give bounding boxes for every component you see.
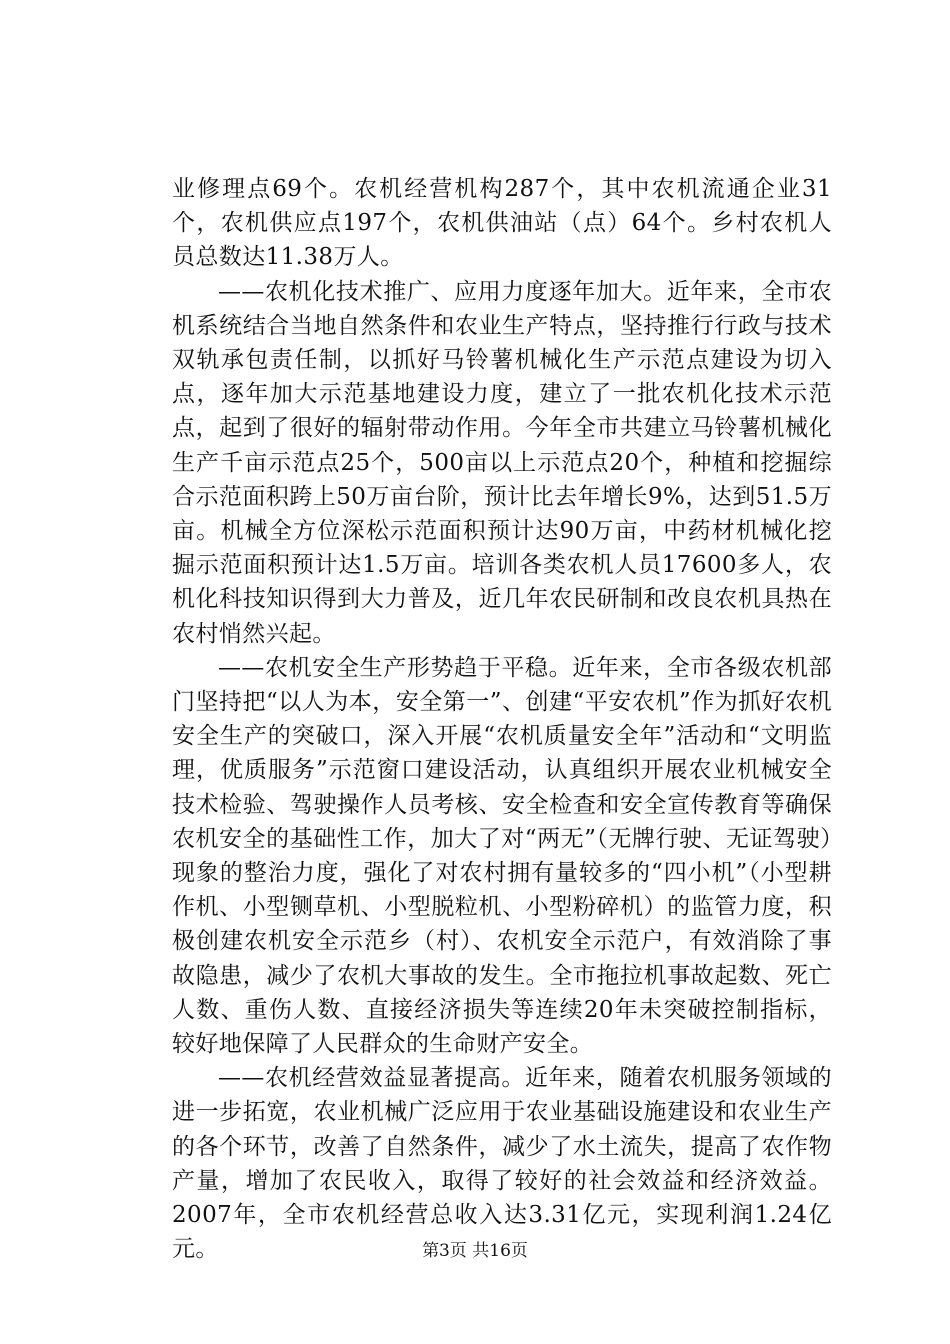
paragraph-safety: ——农机安全生产形势趋于平稳。近年来，全市各级农机部门坚持把“以人为本，安全第一”、创建“平安农机”作为抓好农机安全生产的突破口，深入开展“农机质量安全年”活动和“文明监理，优质服务”示范窗口建设活动，认真组织开展农业机械安全技术检验、驾驶操作人员考核、安全检查和安全宣传教育等确保农机安全的基础性工作，加大了对“两无”（无牌行驶、无证驾驶）现象的整治力度，强化了对农村拥有量较多的“四小机”（小型耕作机、小型铡草机、小型脱粒机、小型粉碎机）的监管力度，积极创建农机安全示范乡（村）、农机安全示范户，有效消除了事故隐患，减少了农机大事故的发生。全市拖拉机事故起数、死亡人数、重伤人数、直接经济损失等连续20年未突破控制指标，较好地保障了人民群众的生命财产安全。 xyxy=(172,654,832,1058)
document-body xyxy=(172,172,832,1267)
paragraph-continuation: 业修理点69个。农机经营机构287个，其中农机流通企业31个，农机供应点197个，农机供油站（点）64个。乡村农机人员总数达11.38万人。 xyxy=(172,176,832,271)
page-footer: 第3页 共16页 xyxy=(422,1241,528,1261)
paragraph-benefits: ——农机经营效益显著提高。近年来，随着农机服务领域的进一步拓宽，农业机械广泛应用于农业基础设施建设和农业生产的各个环节，改善了自然条件，减少了水土流失，提高了农作物产量，增加了农民收入，取得了较好的社会效益和经济效益。2007年，全市农机经营总收入达3.31亿元，实现利润1.24亿元。 xyxy=(172,1065,832,1263)
paragraph-tech-promotion: ——农机化技术推广、应用力度逐年加大。近年来，全市农机系统结合当地自然条件和农业生产特点，坚持推行行政与技术双轨承包责任制，以抓好马铃薯机械化生产示范点建设为切入点，逐年加大示范基地建设力度，建立了一批农机化技术示范点，起到了很好的辐射带动作用。今年全市共建立马铃薯机械化生产千亩示范点25个，500亩以上示范点20个，种植和挖掘综合示范面积跨上50万亩台阶，预计比去年增长9%，达到51.5万亩。机械全方位深松示范面积预计达90万亩，中药材机械化挖掘示范面积预计达1.5万亩。培训各类农机人员17600多人，农机化科技知识得到大力普及，近几年农民研制和改良农机具热在农村悄然兴起。 xyxy=(172,278,832,647)
